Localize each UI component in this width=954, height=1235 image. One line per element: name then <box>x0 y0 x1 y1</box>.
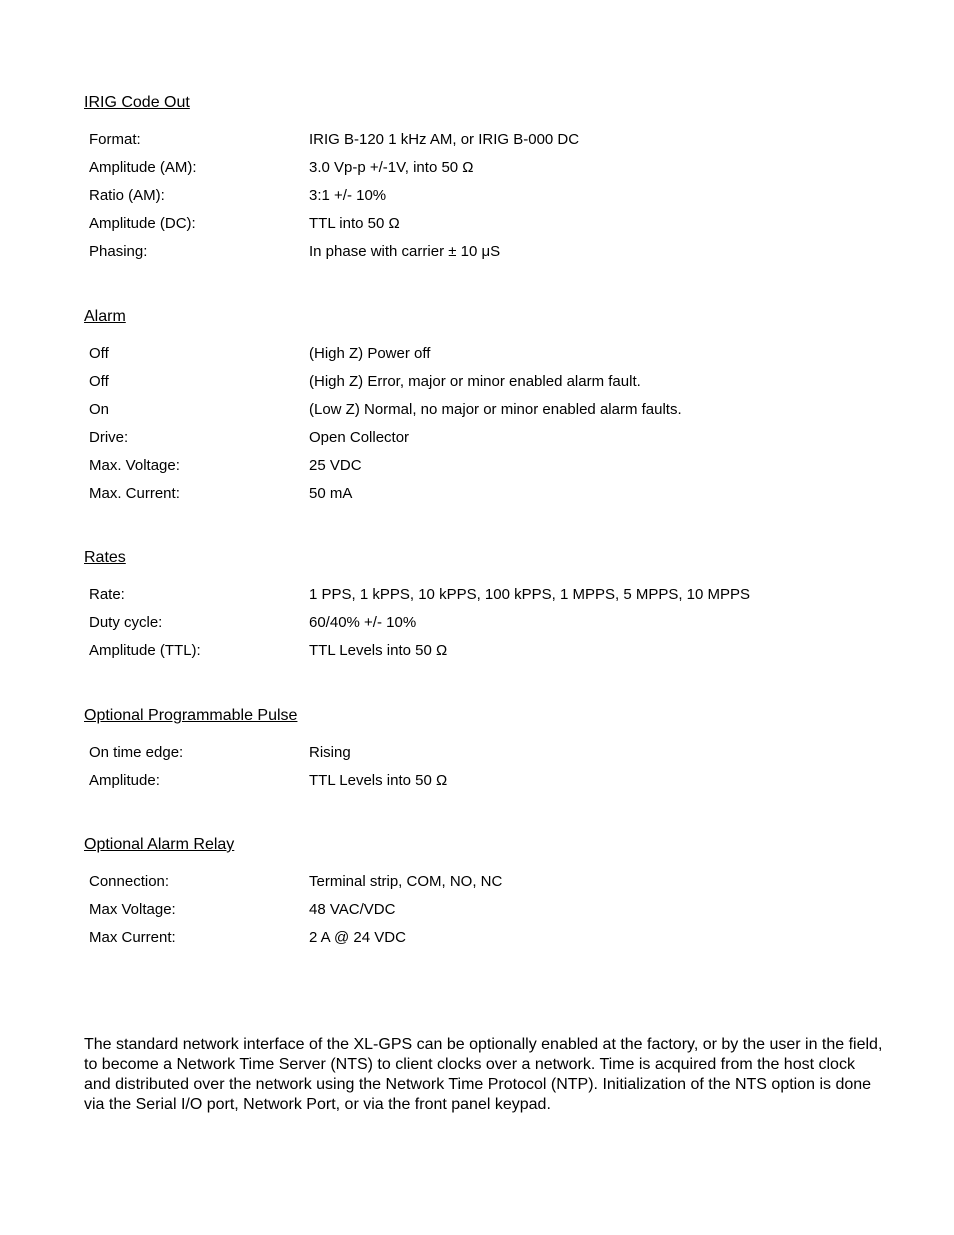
spec-label: Rate: <box>89 585 125 603</box>
section-irig-code-out <box>84 93 884 265</box>
spec-row <box>84 867 884 895</box>
spec-value: (Low Z) Normal, no major or minor enabled alarm faults. <box>309 400 682 418</box>
spec-label: Phasing: <box>89 242 148 260</box>
spec-label: Drive: <box>89 428 129 446</box>
section-title: Optional Alarm Relay <box>84 836 235 853</box>
spec-row <box>84 367 884 395</box>
spec-label: Off <box>89 344 109 362</box>
spec-value: 3.0 Vp-p +/-1V, into 50 Ω <box>309 158 474 176</box>
spec-row <box>84 608 884 636</box>
spec-value: In phase with carrier ± 10 μS <box>309 242 501 260</box>
section-title: Optional Programmable Pulse <box>84 707 298 724</box>
spec-value: Terminal strip, COM, NO, NC <box>309 872 503 890</box>
spec-row <box>84 209 884 237</box>
spec-label: On time edge: <box>89 743 184 761</box>
spec-table <box>84 867 884 951</box>
spec-row <box>84 237 884 265</box>
spec-row <box>84 923 884 951</box>
spec-value: 60/40% +/- 10% <box>309 613 417 631</box>
section-optional-alarm-relay <box>84 835 884 951</box>
spec-value: IRIG B-120 1 kHz AM, or IRIG B-000 DC <box>309 130 580 148</box>
spec-label: Max. Current: <box>89 484 180 502</box>
spec-value: Rising <box>309 743 351 761</box>
body-paragraph: The standard network interface of the XL-GPS can be optionally enabled at the factory, or by the user in the field, to become a Network Time Server (NTS) to client clocks over a network. Time is acquired from the host clock and distributed over the network using the Network Time Protocol (NTP). Initialization of the NTS option is done via the Serial I/O port, Network Port, or via the front panel keypad. <box>84 1036 883 1113</box>
spec-row <box>84 738 884 766</box>
spec-row <box>84 181 884 209</box>
spec-row <box>84 395 884 423</box>
spec-value: 3:1 +/- 10% <box>309 186 387 204</box>
spec-row <box>84 766 884 794</box>
spec-value: (High Z) Error, major or minor enabled alarm fault. <box>309 372 641 390</box>
section-title: IRIG Code Out <box>84 94 190 111</box>
spec-label: Duty cycle: <box>89 613 163 631</box>
spec-value: 48 VAC/VDC <box>309 900 396 918</box>
spec-label: Connection: <box>89 872 170 890</box>
section-title: Alarm <box>84 308 126 325</box>
spec-label: Amplitude (AM): <box>89 158 197 176</box>
spec-label: Amplitude: <box>89 771 160 789</box>
spec-row <box>84 451 884 479</box>
spec-row <box>84 153 884 181</box>
spec-value: TTL Levels into 50 Ω <box>309 641 448 659</box>
spec-value: TTL into 50 Ω <box>309 214 400 232</box>
spec-label: Amplitude (DC): <box>89 214 196 232</box>
spec-label: Max Current: <box>89 928 176 946</box>
spec-value: TTL Levels into 50 Ω <box>309 771 448 789</box>
spec-value: 25 VDC <box>309 456 362 474</box>
spec-label: Off <box>89 372 109 390</box>
spec-table <box>84 339 884 507</box>
section-title: Rates <box>84 549 126 566</box>
section-alarm <box>84 307 884 507</box>
spec-label: Max. Voltage: <box>89 456 180 474</box>
spec-table <box>84 125 884 265</box>
spec-row <box>84 339 884 367</box>
spec-row <box>84 636 884 664</box>
spec-label: On <box>89 400 110 418</box>
spec-value: (High Z) Power off <box>309 344 431 362</box>
spec-value: 2 A @ 24 VDC <box>309 928 406 946</box>
section-optional-programmable-pulse <box>84 706 884 794</box>
spec-row <box>84 125 884 153</box>
spec-label: Format: <box>89 130 141 148</box>
spec-value: 50 mA <box>309 484 353 502</box>
spec-label: Max Voltage: <box>89 900 176 918</box>
spec-row <box>84 580 884 608</box>
spec-label: Amplitude (TTL): <box>89 641 201 659</box>
spec-table <box>84 738 884 794</box>
spec-row <box>84 423 884 451</box>
spec-row <box>84 479 884 507</box>
spec-value: 1 PPS, 1 kPPS, 10 kPPS, 100 kPPS, 1 MPPS, 5 MPPS, 10 MPPS <box>309 585 751 603</box>
spec-value: Open Collector <box>309 428 410 446</box>
section-rates <box>84 548 884 664</box>
spec-label: Ratio (AM): <box>89 186 165 204</box>
spec-row <box>84 895 884 923</box>
spec-table <box>84 580 884 664</box>
